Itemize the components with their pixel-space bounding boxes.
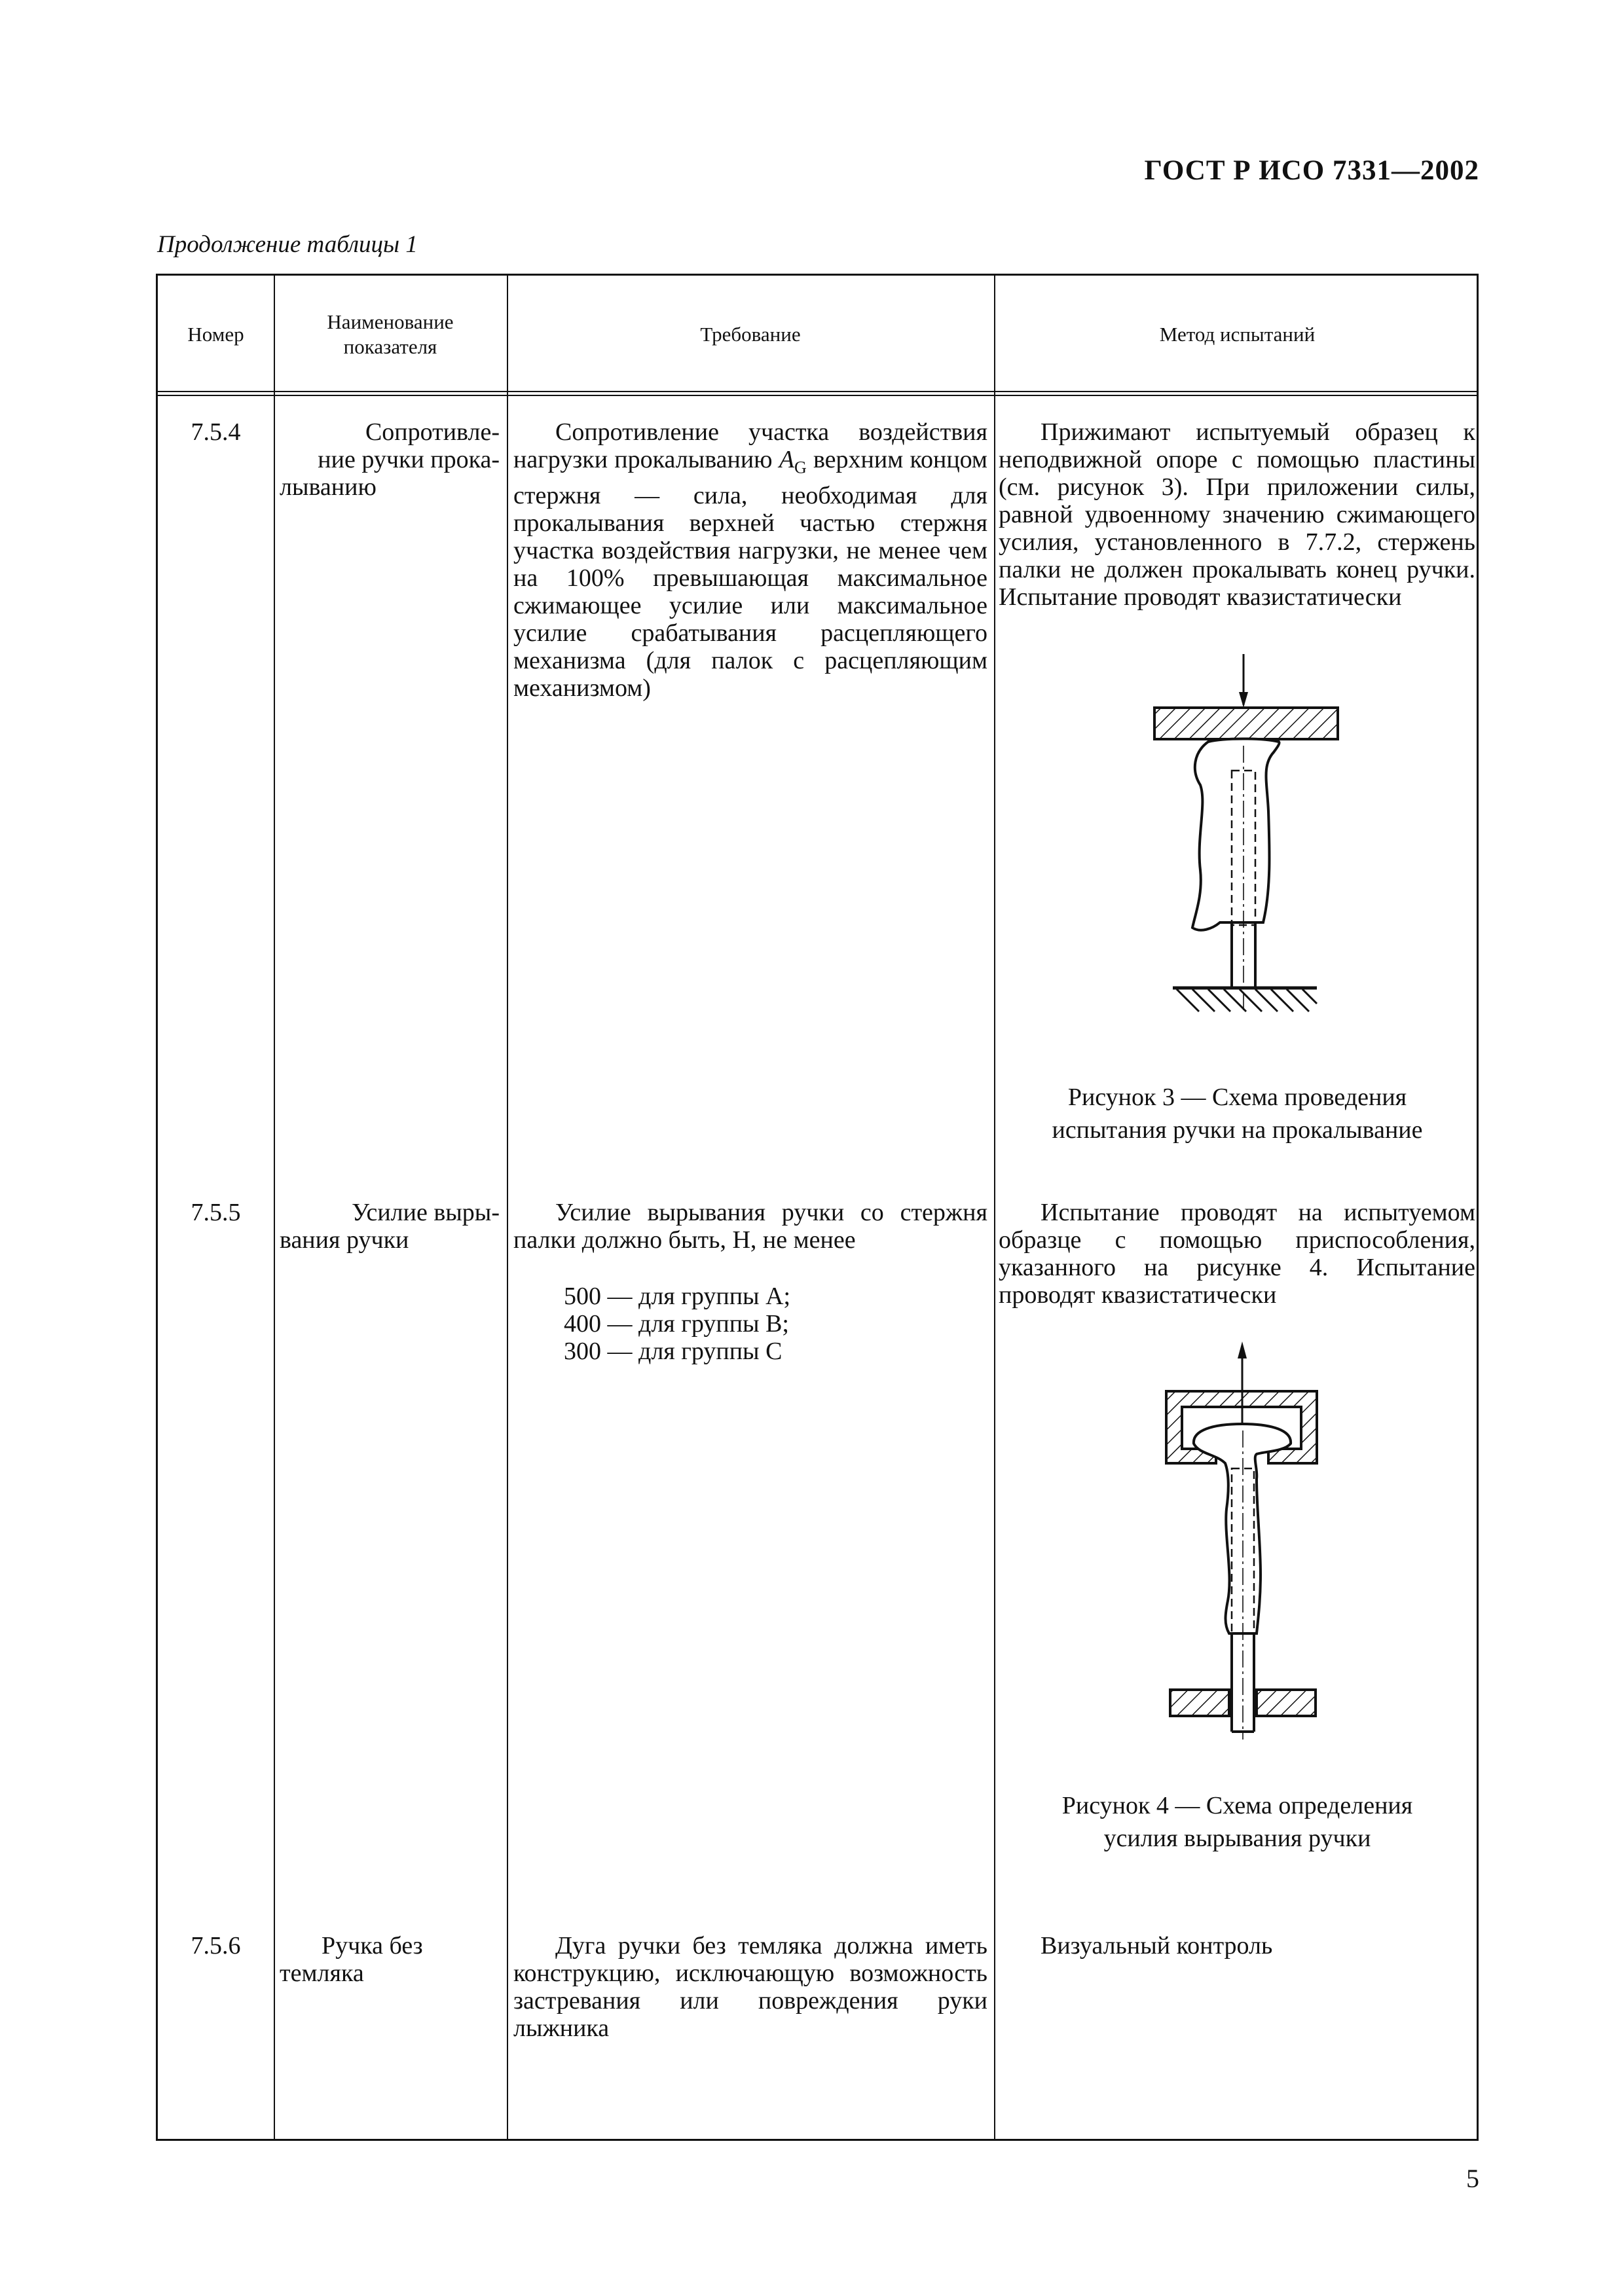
requirements-table	[156, 274, 1479, 2141]
row-name	[280, 1932, 500, 1987]
row-number: 7.5.5	[191, 1199, 241, 1226]
column-header-name-line2: показателя	[343, 335, 437, 358]
figure-4-caption	[994, 1789, 1481, 1855]
figure-caption-line: усилия вырывания ручки	[1103, 1825, 1371, 1852]
requirement-text: Сопротивление участка воздействия нагрузки прокалыванию	[513, 418, 987, 473]
column-header-name-line1: Наименование	[327, 310, 454, 333]
row-requirement: Усилие вырывания ручки со стержня палки должно быть, Н, не менее	[513, 1199, 987, 1254]
row-method: Испытание проводят на испытуемом образце с помощью приспособления, указанного на рисунке 4. Испытание проводят квазистатически	[999, 1199, 1475, 1309]
column-header-number	[158, 276, 274, 393]
figure-caption-line: испытания ручки на прокалывание	[1052, 1116, 1423, 1144]
header-divider	[158, 395, 1477, 396]
row-requirement: Дуга ручки без темляка должна иметь конструкцию, исключающую возможность застревания или повреждения руки лыжника	[513, 1932, 987, 2042]
group-values-list	[564, 1283, 957, 1365]
group-value: 300 — для группы C	[564, 1338, 783, 1365]
figure-caption-line: Рисунок 3 — Схема проведения	[1067, 1084, 1407, 1111]
row-name	[280, 418, 500, 501]
column-header-number-text: Номер	[187, 323, 244, 346]
page-number: 5	[1466, 2164, 1479, 2193]
figure-3-puncture-test-diagram	[1140, 654, 1350, 1021]
column-divider	[507, 276, 508, 2139]
row-method: Прижимают испытуемый образец к неподвижной опоре с помощью пластины (см. рисунок 3). При приложении силы, равной удвоенному значению сжимающего усилия, установленного в 7.7.2, стержень палки не должен прокалывать конец ручки. Испытание проводят квазистатически	[999, 418, 1475, 611]
figure-3-caption	[994, 1081, 1481, 1146]
document-code: ГОСТ Р ИСО 7331—2002	[1144, 155, 1479, 186]
figure-4-pull-out-test-diagram	[1153, 1339, 1350, 1745]
figure-caption-line: Рисунок 4 — Схема определения	[1061, 1792, 1413, 1819]
row-name-line: ние ручки прока-	[318, 446, 500, 473]
row-requirement	[513, 418, 987, 702]
row-name-line: Усилие выры-	[352, 1199, 500, 1226]
column-divider	[994, 276, 995, 2139]
column-header-method-text: Метод испытаний	[1159, 323, 1316, 346]
group-value: 500 — для группы A;	[564, 1283, 791, 1310]
row-name-line: вания ручки	[280, 1226, 409, 1254]
column-header-name	[274, 276, 507, 393]
requirement-text: верхним концом стержня — сила, необходимая для прокалывания верхней частью стержня участка воздействия нагрузки, не менее чем на 100% превышающая максимальное сжимающее усилие или максимальное усилие срабатывания расцепляющего механизма (для палок с расцепляющим механизмом)	[513, 446, 987, 702]
table-continuation-label: Продолжение таблицы 1	[157, 231, 418, 258]
row-name-line: Сопротивле-	[365, 418, 500, 446]
column-header-method	[994, 276, 1481, 393]
column-divider	[274, 276, 275, 2139]
row-name	[280, 1199, 500, 1254]
row-method: Визуальный контроль	[1041, 1932, 1273, 1959]
load-symbol: A	[779, 446, 794, 473]
row-number: 7.5.6	[191, 1932, 241, 1959]
column-header-requirement	[507, 276, 994, 393]
row-number: 7.5.4	[191, 418, 241, 446]
group-value: 400 — для группы B;	[564, 1310, 789, 1338]
row-name-line: темляка	[280, 1959, 364, 1987]
row-name-line: Ручка без	[322, 1932, 423, 1959]
load-symbol-subscript: G	[794, 458, 807, 477]
row-name-line: лыванию	[280, 473, 377, 501]
column-header-requirement-text: Требование	[700, 323, 801, 346]
